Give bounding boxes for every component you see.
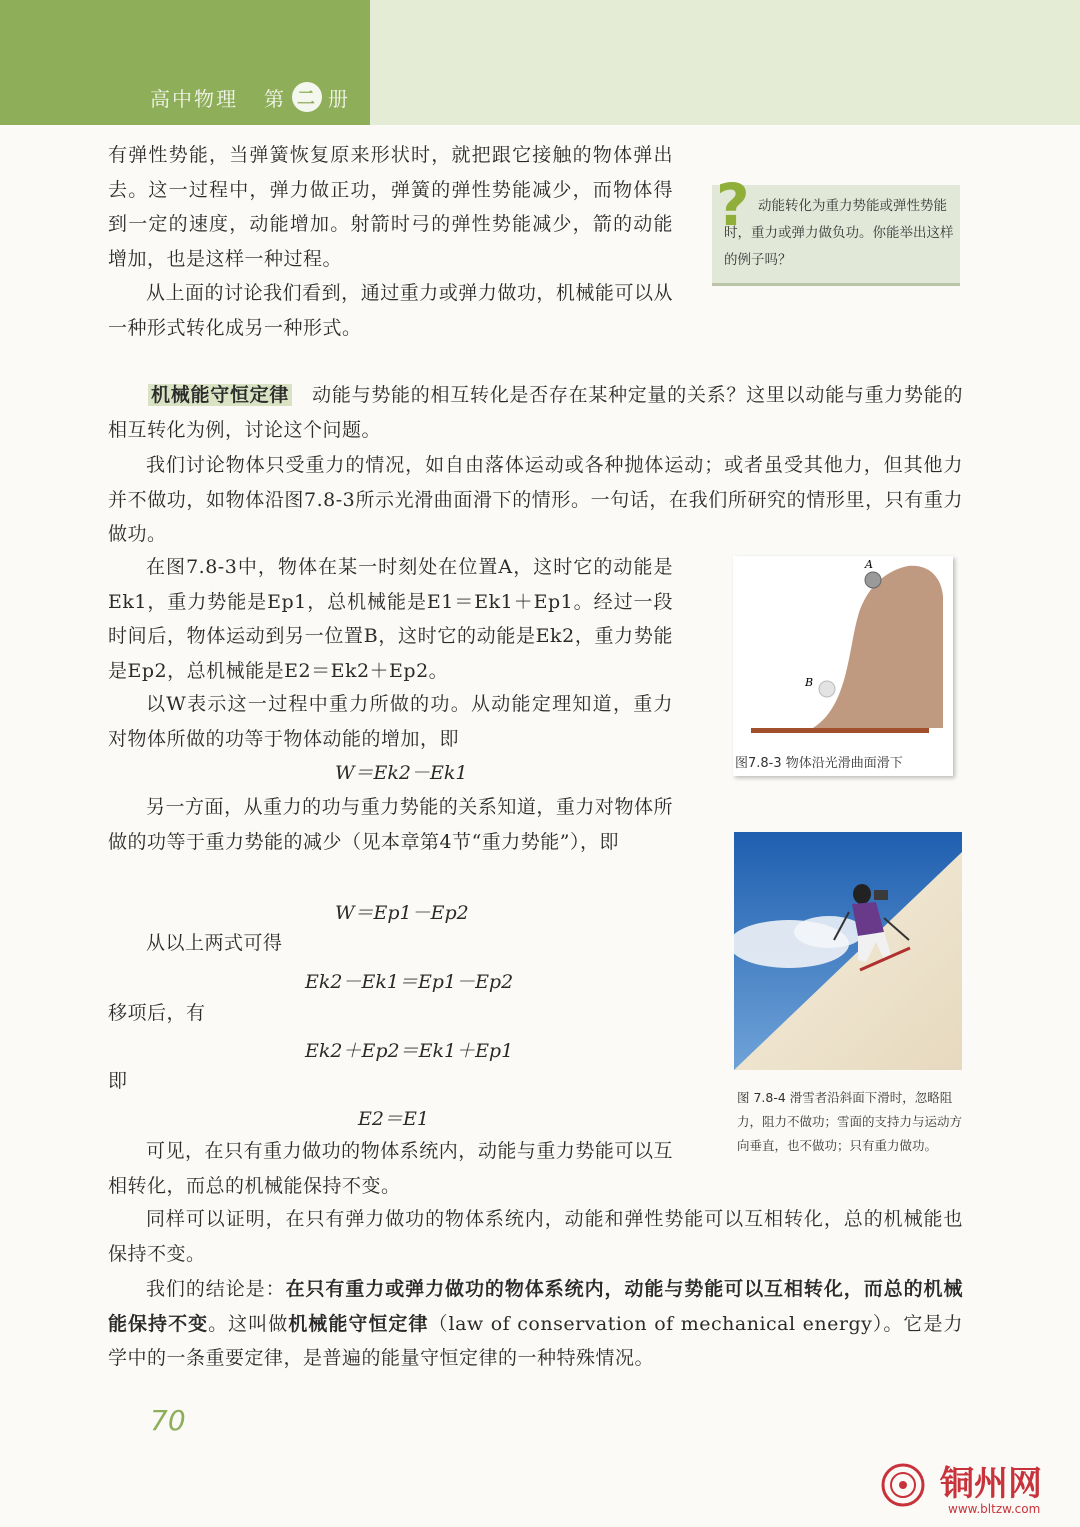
equation: W＝Ep1－Ep2 — [335, 902, 469, 924]
paragraph: 可见，在只有重力做功的物体系统内，动能与重力势能可以互相转化，而总的机械能保持不变。 — [108, 1140, 673, 1197]
conclusion-tail: （law of conservation of mechanical energy）。它是力学中的一条重要定律，是普遍的能量守恒定律的一种特殊情况。 — [108, 1312, 963, 1369]
paragraph: 另一方面，从重力的功与重力势能的关系知道，重力对物体所做的功等于重力势能的减少（见本章第4节“重力势能”），即 — [108, 796, 673, 853]
label-b: B — [805, 676, 814, 689]
paragraph: 我们讨论物体只受重力的情况，如自由落体运动或各种抛体运动；或者虽受其他力，但其他力并不做功，如物体沿图7.8-3所示光滑曲面滑下的情形。一句话，在我们所研究的情形里，只有重力做功。 — [108, 454, 963, 545]
page-number: 70 — [150, 1404, 186, 1437]
question-mark-icon: ? — [716, 171, 750, 239]
equation: Ek2＋Ep2＝Ek1＋Ep1 — [305, 1040, 514, 1062]
paragraph: 移项后，有 — [108, 1002, 206, 1024]
paragraph: 即 — [108, 1070, 128, 1092]
paragraph: 从以上两式可得 — [146, 932, 283, 954]
volume-suffix: 册 — [328, 86, 350, 111]
paragraph: 在图7.8-3中，物体在某一时刻处在位置A，这时它的动能是Ek1，重力势能是Ep1，总机械能是E1＝Ek1＋Ep1。经过一段时间后，物体运动到另一位置B，这时它的动能是Ek2，重力势能是Ep2，总机械能是E2＝Ek2＋Ep2。 — [108, 556, 673, 682]
book-title: 高中物理 — [150, 86, 238, 111]
paragraph: 同样可以证明，在只有弹力做功的物体系统内，动能和弹性势能可以互相转化，总的机械能也保持不变。 — [108, 1208, 963, 1265]
section-title: 机械能守恒定律 — [148, 384, 292, 406]
question-text: 动能转化为重力势能或弹性势能时，重力或弹力做负功。你能举出这样的例子吗？ — [724, 198, 954, 268]
volume-prefix: 第 — [264, 86, 286, 111]
section-intro: 动能与势能的相互转化是否存在某种定量的关系？这里以动能与重力势能的相互转化为例，讨论这个问题。 — [108, 384, 963, 441]
paragraph — [108, 378, 963, 447]
watermark-logo-icon — [880, 1462, 926, 1508]
curved-slope-diagram — [733, 556, 953, 776]
figure-skier-photo — [734, 832, 962, 1070]
slope-shape — [813, 566, 943, 728]
ball-position-b — [819, 681, 835, 697]
equation: W＝Ek2－Ek1 — [335, 762, 468, 784]
paragraph: 从上面的讨论我们看到，通过重力或弹力做功，机械能可以从一种形式转化成另一种形式。 — [108, 282, 673, 339]
running-header — [150, 82, 350, 112]
conclusion-lead: 我们的结论是： — [146, 1278, 286, 1300]
conclusion-statement: 在只有重力或弹力做功的物体系统内，动能与势能可以互相转化，而总的机械能保持不变 — [108, 1278, 963, 1335]
figure-curved-slope — [733, 556, 953, 776]
conclusion-mid: 。这叫做 — [208, 1312, 289, 1335]
label-a: A — [865, 558, 873, 571]
paragraph: 以W表示这一过程中重力所做的功。从动能定理知道，重力对物体所做的功等于物体动能的增加，即 — [108, 693, 673, 750]
skier-photo — [734, 832, 962, 1070]
figure-caption: 图7.8-3 物体沿光滑曲面滑下 — [735, 756, 903, 771]
paragraph: 有弹性势能，当弹簧恢复原来形状时，就把跟它接触的物体弹出去。这一过程中，弹力做正功，弹簧的弹性势能减少，而物体得到一定的速度，动能增加。射箭时弓的弹性势能减少，箭的动能增加，也是这样一种过程。 — [108, 144, 673, 270]
paragraph — [108, 1272, 963, 1376]
law-name: 机械能守恒定律 — [288, 1312, 429, 1335]
header-band-light — [370, 0, 1080, 125]
volume-number-badge: 二 — [292, 82, 322, 112]
question-box — [712, 171, 960, 286]
ground-line — [751, 728, 929, 733]
cloud-shape — [794, 916, 864, 948]
ball-position-a — [865, 572, 881, 588]
watermark-name: 铜州网 — [940, 1464, 1042, 1504]
equation: E2＝E1 — [358, 1108, 429, 1130]
figure-caption: 图 7.8-4 滑雪者沿斜面下滑时，忽略阻力，阻力不做功；雪面的支持力与运动方向垂直，也不做功；只有重力做功。 — [737, 1090, 963, 1153]
watermark-url: www.bltzw.com — [948, 1502, 1041, 1516]
equation: Ek2－Ek1＝Ep1－Ep2 — [305, 971, 514, 993]
